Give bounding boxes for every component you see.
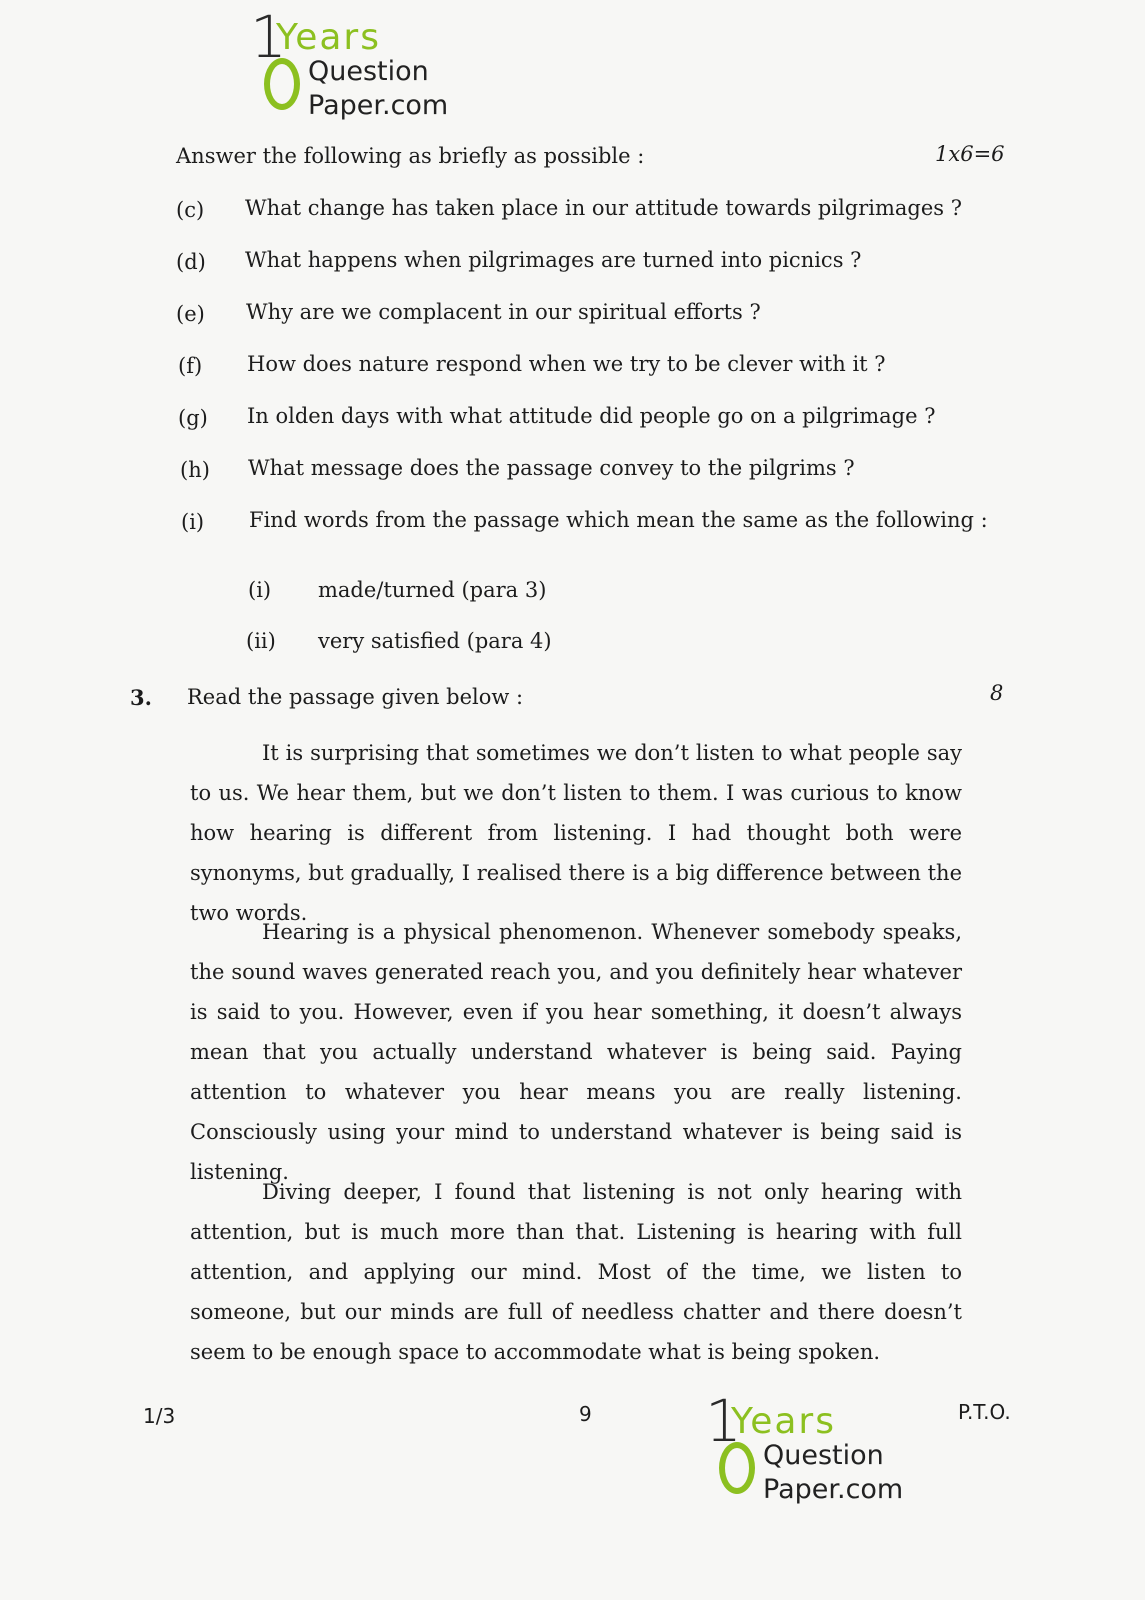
- logo-digit-one: 1: [250, 3, 287, 71]
- q2-instruction: Answer the following as briefly as possible :: [176, 144, 645, 168]
- page-number: 9: [579, 1402, 592, 1426]
- q2-item-label: (i): [181, 510, 205, 534]
- q2-item-label: (f): [178, 354, 203, 378]
- logo-zero-ring: [264, 58, 300, 110]
- q2-item-label: (c): [176, 198, 205, 222]
- q2-marks: 1x6=6: [935, 142, 1005, 166]
- q2-item-text: What change has taken place in our attitude towards pilgrimages ?: [245, 196, 962, 220]
- logo-question: Question: [308, 56, 429, 87]
- logo-years: Years: [731, 1401, 836, 1442]
- logo-paper: Paper.com: [308, 90, 449, 121]
- q2-item-text: Find words from the passage which mean the same as the following :: [249, 508, 988, 532]
- q2-item-label: (h): [180, 458, 210, 482]
- logo-question: Question: [763, 1440, 884, 1471]
- logo-digit-one: 1: [705, 1387, 742, 1455]
- q2-subitem-label: (i): [248, 578, 272, 602]
- site-logo-bottom: [705, 1387, 905, 1505]
- q2-item-label: (e): [176, 302, 205, 326]
- q2-item-text: What message does the passage convey to the pilgrims ?: [248, 456, 855, 480]
- q2-subitem-text: made/turned (para 3): [318, 578, 547, 602]
- logo-paper: Paper.com: [763, 1474, 904, 1505]
- site-logo-top: [250, 3, 450, 121]
- q2-subitem-text: very satisfied (para 4): [318, 629, 552, 653]
- q3-marks: 8: [990, 681, 1004, 705]
- q2-item-text: Why are we complacent in our spiritual efforts ?: [246, 300, 761, 324]
- q2-item-label: (g): [178, 406, 208, 430]
- q3-paragraph-2: Hearing is a physical phenomenon. Whenever somebody speaks, the sound waves generated reach you, and you definitely hear whatever is said to you. However, even if you hear something, it doesn’t always mean that you actually understand whatever is being said. Paying attention to whatever you hear means you are really listening. Consciously using your mind to understand whatever is being said is listening.: [190, 920, 962, 1184]
- q2-item-text: What happens when pilgrimages are turned into picnics ?: [245, 248, 862, 272]
- q3-paragraph-1: It is surprising that sometimes we don’t listen to what people say to us. We hear them, but we don’t listen to them. I was curious to know how hearing is different from listening. I had thought both were synonyms, but gradually, I realised there is a big difference between the two words.: [190, 741, 962, 925]
- q2-item-text: In olden days with what attitude did people go on a pilgrimage ?: [247, 404, 936, 428]
- q3-heading: Read the passage given below :: [187, 685, 524, 709]
- paper-code: 1/3: [143, 1404, 176, 1428]
- logo-years: Years: [276, 17, 381, 58]
- q3-paragraph-3: Diving deeper, I found that listening is not only hearing with attention, but is much more than that. Listening is hearing with full attention, and applying our mind. Most of the time, we listen to someone, but our minds are full of needless chatter and there doesn’t seem to be enough space to accommodate what is being spoken.: [190, 1180, 962, 1364]
- logo-zero-ring: [719, 1442, 755, 1494]
- q3-number: 3.: [130, 685, 152, 710]
- q2-item-text: How does nature respond when we try to be clever with it ?: [247, 352, 886, 376]
- pto-marker: P.T.O.: [958, 1400, 1011, 1424]
- q2-item-label: (d): [176, 250, 206, 274]
- q2-subitem-label: (ii): [246, 629, 276, 653]
